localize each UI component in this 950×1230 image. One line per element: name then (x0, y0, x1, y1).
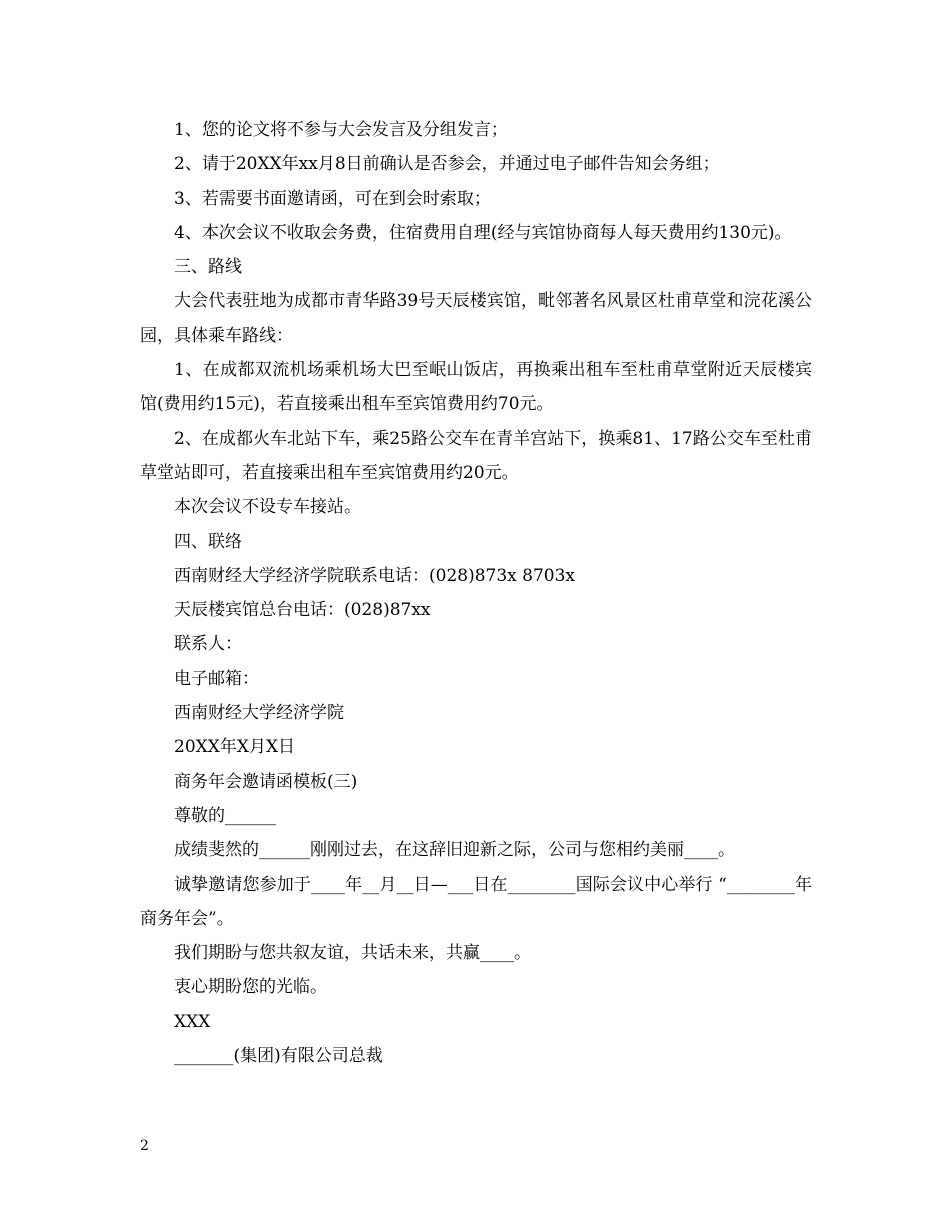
salutation: 尊敬的______ (174, 805, 276, 826)
paragraph: 大会代表驻地为成都市青华路39号天辰楼宾馆，毗邻著名风景区杜甫草堂和浣花溪公园，具体乘车路线： (140, 291, 812, 346)
section-heading: 三、路线 (174, 257, 242, 278)
paragraph: 3、若需要书面邀请函，可在到会时索取； (174, 188, 491, 209)
document-body (140, 113, 812, 1073)
signature-organization: 西南财经大学经济学院 (174, 703, 344, 724)
paragraph: 1、您的论文将不参与大会发言及分组发言； (174, 120, 508, 140)
contact-email: 电子邮箱： (174, 668, 259, 689)
signature-title: _______(集团)有限公司总裁 (174, 1046, 383, 1067)
paragraph: 诚挚邀请您参加于____年__月__日—___日在________国际会议中心举行 “________年商务年会”。 (140, 874, 812, 929)
signature-name: XXX (174, 1011, 211, 1032)
paragraph: 衷心期盼您的光临。 (174, 977, 327, 998)
section-heading: 四、联络 (174, 531, 242, 552)
contact-person: 联系人： (174, 634, 242, 655)
paragraph: 本次会议不设专车接站。 (174, 497, 361, 518)
paragraph: 成绩斐然的______刚刚过去，在这辞旧迎新之际，公司与您相约美丽____。 (174, 840, 735, 861)
paragraph: 2、在成都火车北站下车，乘25路公交车在青羊宫站下，换乘81、17路公交车至杜甫草堂站即可，若直接乘出租车至宾馆费用约20元。 (140, 428, 812, 483)
paragraph: 我们期盼与您共叙友谊，共话未来，共赢____。 (174, 943, 531, 964)
signature-date: 20XX年X月X日 (174, 737, 296, 758)
paragraph: 1、在成都双流机场乘机场大巴至岷山饭店，再换乘出租车至杜甫草堂附近天辰楼宾馆(费用约15元)，若直接乘出租车至宾馆费用约70元。 (140, 360, 812, 415)
paragraph: 4、本次会议不收取会务费，住宿费用自理(经与宾馆协商每人每天费用约130元)。 (174, 222, 792, 243)
hotel-phone: 天辰楼宾馆总台电话：(028)87xx (174, 600, 431, 621)
template-title: 商务年会邀请函模板(三) (174, 771, 358, 792)
page-number: 2 (140, 1138, 149, 1154)
paragraph: 2、请于20XX年xx月8日前确认是否参会，并通过电子邮件告知会务组； (174, 154, 720, 175)
contact-phone: 西南财经大学经济学院联系电话：(028)873x 8703x (174, 565, 576, 586)
